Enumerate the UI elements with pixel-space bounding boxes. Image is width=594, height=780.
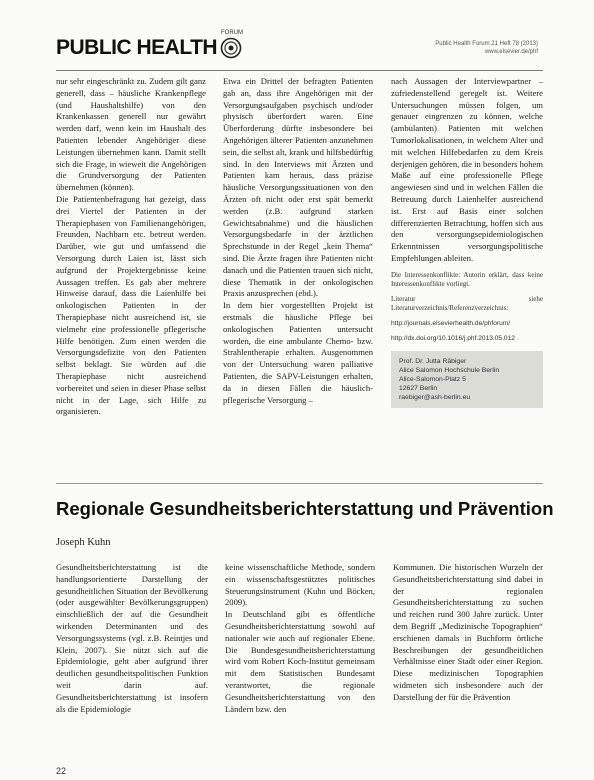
article-column-2 [225,562,375,715]
journal-logo [56,30,243,60]
literature-note: Literatur siehe Literaturverzeichnis/Referenzverzeichnis: [391,294,543,312]
article-title: Regionale Gesundheitsberichterstattung und Prävention [56,498,554,519]
literature-url[interactable]: http://journals.elsevierhealth.de/phforum/ [391,319,511,327]
paragraph: Die Patientenbefragung hat gezeigt, dass drei Viertel der Patienten in der Therapiephasen von Familienangehörigen, Freunden, Nachbarn etc. betreut werden. Darüber, wie gut und umfassend die Versorgung durch Laien ist, lässt sich aufgrund der Projektergebnisse keine Aussagen treffen. Es gab aber mehrere Hinweise darauf, dass die Laienhilfe bei onkologischen Patienten in der Therapiephase nicht ausreichend ist, sie vielmehr eine professionelle pflegerische Hilfe benötigen. Zum einen werden die Versorgungsdefizite von den Patienten selbst beklagt. Sie würden auf die Therapiephase nicht ausreichend vorbereitet und seien in dieser Phase selbst nicht in der Lage, sich Hilfe zu organisieren. [56,193,206,417]
paragraph: Kommunen. Die historischen Wurzeln der Gesundheitsberichterstattung sind dabei in der regionalen Gesundheitsberichterstattung zu suchen und reichen rund 300 Jahre zurück. Unter dem Begriff „Medizinische Topographien“ erschienen damals in Buchform örtliche Beschreibungen der gesundheitlichen Verhältnisse einer Stadt oder einer Region. Diese medizinischen Topographien widmeten sich insbesondere auch der Darstellung der für die Prävention [393,562,543,702]
journal-citation [435,40,538,56]
logo-swirl-icon [220,37,242,59]
paragraph: Gesundheitsberichterstattung ist die handlungsorientierte Darstellung der gesundheitlichen Situation der Bevölkerung (oder ausgewählter Bevölkerungsgruppen) einschließlich der auf die Gesundheit wirkenden Determinanten und des Versorgungssystems (vgl. z.B. Reintjes und Klein, 2007). Sie nützt sich auf die Epidemiologie, geht aber aufgrund ihrer deutlichen gesundheitspolitischen Funktion weit darin auf. Gesundheitsberichterstattung ist insofern als die Epidemiologie [56,562,208,714]
article-author: Joseph Kuhn [56,537,111,548]
paragraph: keine wissenschaftliche Methode, sondern ein wissenschaftsgestütztes politisches Steuerungsinstrument (Kuhn und Böcken, 2009). [225,562,375,608]
author-contact-box [391,351,543,408]
paragraph: In Deutschland gibt es öffentliche Gesundheitsberichterstattung sowohl auf nationaler wie auch auf regionaler Ebene. Die Bundesgesundheitsberichterstattung wird vom Robert Koch-Institut gemeinsam mit dem Statistischen Bundesamt verantwortet, die regionale Gesundheitsberichterstattung von den Ländern bzw. den [225,609,375,714]
paragraph: In dem hier vorgestellten Projekt ist erstmals die häusliche Pflege bei onkologischen Patienten untersucht worden, die eine ambulante Chemo- bzw. Strahlentherapie erhalten. Ausgenommen von der Untersuchung waren palliative Patienten, die SAPV-Leistungen erhalten, da in diesen Fällen die häuslich-pflegerische Versorgung – [223,300,373,405]
header-rule [56,70,543,71]
paragraph: Etwa ein Drittel der befragten Patienten gab an, dass ihre Angehörigen mit der Versorgungsaufgaben psychisch und/oder physisch überfordert waren. Eine Überforderung dürfte insbesondere bei Angehörigen älterer Patienten anzunehmen sein, die selbst alt, krank und hilfsbedürftig sind. In den Interviews mit Ärzten und Patienten kam heraus, dass präzise häusliche Versorgungssituationen von den Ärzten oft nicht oder erst spät bemerkt werden (z.B. aufgrund starken Gewichtsabnahme) und die häuslichen Versorgungsbedarfe in der ärztlichen Sprechstunde in der Regel „kein Thema“ sind. Die Ärzte fragen ihre Patienten nicht danach und die Patienten trauen sich nicht, diese Thematik in der onkologischen Praxis anzusprechen (ebd.). [223,76,373,299]
upper-column-1 [56,76,206,418]
author-institution: Alice Salomon Hochschule Berlin [399,366,500,374]
upper-column-3 [391,76,543,408]
paragraph: nach Aussagen der Interviewpartner – zufriedenstellend geregelt ist. Weitere Untersuchungen müssen folgen, um genauer eingrenzen zu können, welche (ambulanten) Patienten mit welchen Tumorlokalisationen, in welchem Alter und mit welchen Hilfebedarfen zu dem Kreis derjenigen gehören, die in besonders hohem Maße auf eine professionelle Pflege angewiesen sind und in welchen Fällen die Betreuung durch Laienhelfer ausreichend ist. Erst auf Basis einer solchen differenzierten Betrachtung, hoffen sich aus den versorgungsepidemiologischen Erkenntnissen versorgungspolitische Empfehlungen ableiten. [391,76,543,263]
doi-link[interactable]: http://dx.doi.org/10.1016/j.phf.2013.05.012 [391,334,515,342]
citation-line-1: Public Health Forum 21 Heft 78 (2013) [435,41,538,47]
author-city: 12627 Berlin [399,384,438,392]
author-street: Alice-Salomon-Platz 5 [399,375,466,383]
logo-superscript: FORUM [221,30,243,36]
article-column-1 [56,562,208,715]
conflict-note: Die Interessenkonflikte: Autorin erklärt, dass keine Interessenkonflikte vorliegt. [391,270,543,288]
section-rule [56,483,543,484]
upper-column-2 [223,76,373,406]
citation-line-2: www.elsevier.de/phf [484,49,538,55]
article-column-3 [393,562,543,704]
paragraph: nur sehr eingeschränkt zu. Zudem gilt ganz generell, dass – häusliche Krankenpflege (und Haushaltshilfe) von den Krankenkassen generell nur gewährt werden darf, wenn kein im Haushalt des Patienten lebender Angehöriger diese Leistungen übernehmen kann. Damit stellt sich die Frage, in wieweit die Angehörigen die Grundversorgung der Patienten übernehmen (können). [56,76,206,193]
author-name: Prof. Dr. Jutta Räbiger [399,357,467,365]
page-number: 22 [56,766,67,776]
logo-text: PUBLIC HEALTH [56,36,218,59]
author-email[interactable]: raebiger@ash-berlin.eu [399,393,471,401]
